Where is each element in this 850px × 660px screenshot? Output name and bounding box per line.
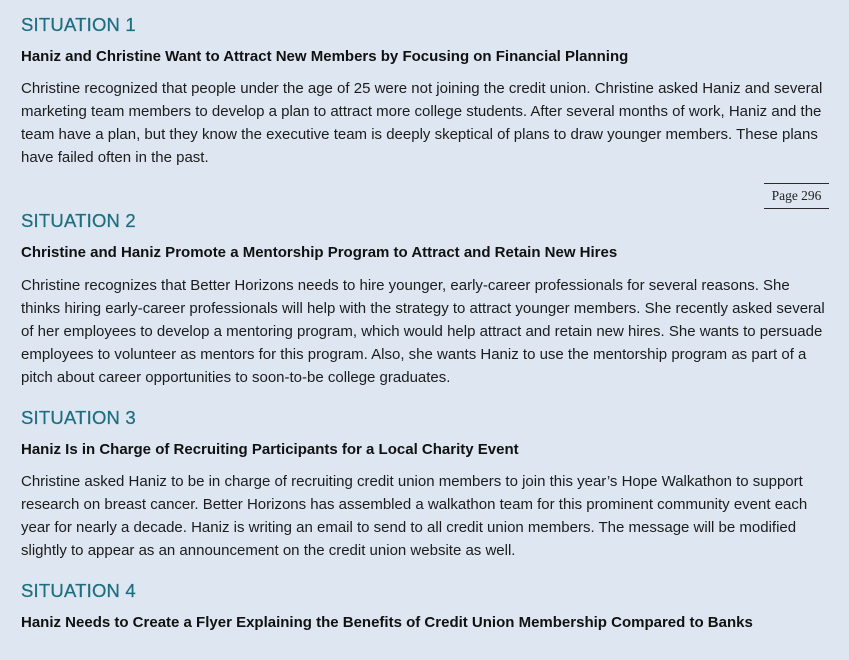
situation-1 — [21, 13, 831, 166]
situation-heading: SITUATION 4 — [21, 580, 136, 601]
situation-title: Haniz and Christine Want to Attract New Members by Focusing on Financial Planning — [21, 48, 629, 65]
situation-body: Christine recognizes that Better Horizons needs to hire younger, early-career professionals for several reasons. She thinks hiring early-career professionals will help with the strategy to attract younger members. She recently asked several of her employees to develop a mentoring program, which would help attract and retain new hires. She wants to persuade employees to volunteer as mentors for this program. Also, she wants Haniz to use the mentorship program as part of a pitch about career opportunities to soon-to-be college graduates. — [21, 277, 825, 386]
situation-title: Haniz Is in Charge of Recruiting Participants for a Local Charity Event — [21, 441, 519, 458]
situation-3 — [21, 406, 831, 559]
situation-heading: SITUATION 1 — [21, 14, 136, 35]
situation-title: Christine and Haniz Promote a Mentorship Program to Attract and Retain New Hires — [21, 244, 618, 261]
page-marker: Page 296 — [764, 183, 829, 209]
situation-heading: SITUATION 2 — [21, 210, 136, 231]
situation-title: Haniz Needs to Create a Flyer Explaining the Benefits of Credit Union Membership Compared to Banks — [21, 614, 753, 631]
situation-2 — [21, 209, 831, 386]
situation-4 — [21, 579, 831, 631]
situation-heading: SITUATION 3 — [21, 407, 136, 428]
situation-body: Christine recognized that people under the age of 25 were not joining the credit union. Christine asked Haniz and several marketing team members to develop a plan to attract more college students. After several months of work, Haniz and the team have a plan, but they know the executive team is deeply skeptical of plans to draw younger members. These plans have failed often in the past. — [21, 80, 823, 166]
situation-body: Christine asked Haniz to be in charge of recruiting credit union members to join this year’s Hope Walkathon to support research on breast cancer. Better Horizons has assembled a walkathon team for this prominent community event each year for nearly a decade. Haniz is writing an email to send to all credit union members. The message will be modified slightly to appear as an announcement on the credit union website as well. — [21, 473, 808, 559]
